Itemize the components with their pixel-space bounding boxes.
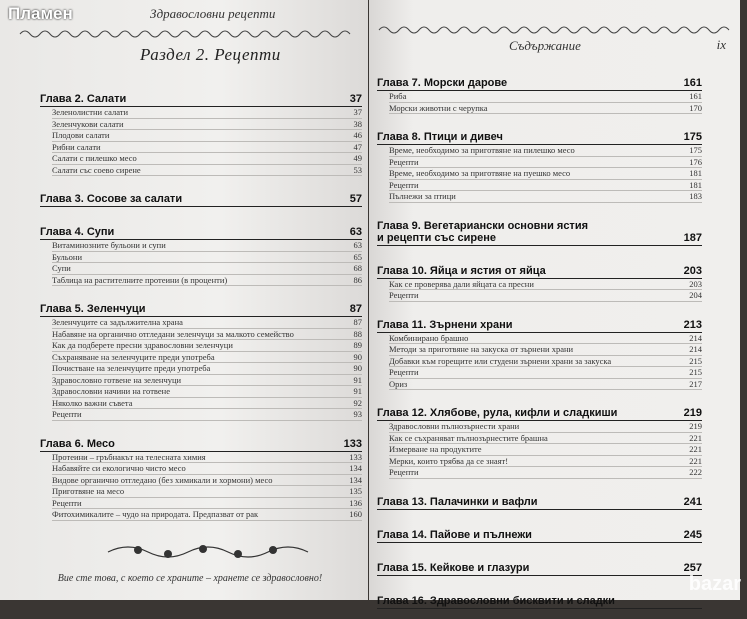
spacer	[377, 246, 702, 256]
entry-page: 176	[689, 156, 702, 167]
chapter-page: 37	[349, 93, 362, 105]
chapter-heading	[377, 319, 702, 333]
entry-page: 91	[353, 374, 362, 385]
entry-page: 175	[689, 145, 702, 155]
chapter-title: Глава 12. Хлябове, рула, кифли и сладкиши	[377, 407, 618, 419]
entry-title: Няколко важни съвета	[52, 397, 133, 408]
chapter-heading	[377, 407, 702, 421]
entry-title: Съхраняване на зеленчуците преди употреба	[52, 351, 215, 362]
chapter-heading	[377, 496, 702, 510]
spacer	[377, 203, 702, 211]
watermark-logo: bazar	[688, 573, 741, 595]
entry-page: 91	[353, 386, 362, 396]
chapter-title: Глава 8. Птици и дивеч	[377, 131, 503, 143]
toc-entry	[389, 180, 702, 192]
toc-entry	[389, 467, 702, 479]
entry-title: Набавяне на органично отгледани зеленчуци за малкото семейство	[52, 328, 294, 339]
running-head: Съдържание	[509, 38, 581, 53]
right-page	[369, 0, 740, 607]
chapter-title: Глава 11. Зърнени храни	[377, 318, 513, 331]
entry-title: Рецепти	[389, 367, 419, 377]
chapter-heading	[377, 220, 702, 246]
entry-title: Рецепти	[389, 156, 419, 167]
toc-entry	[389, 444, 702, 456]
toc-entry	[389, 290, 702, 302]
chapter-page: 203	[683, 264, 702, 277]
spacer	[40, 207, 362, 217]
toc-entry	[52, 398, 362, 410]
entry-title: Бульони	[52, 251, 83, 262]
spacer	[377, 390, 702, 398]
entry-page: 133	[349, 451, 362, 462]
footer-motto: Вие сте това, с което се храните – хранете се здравословно!	[57, 573, 323, 584]
chapter-page: 133	[343, 437, 362, 450]
toc-entry	[389, 456, 702, 468]
toc-entry	[389, 367, 702, 379]
toc-entry	[52, 275, 362, 287]
entry-page: 49	[353, 153, 362, 163]
entry-page: 92	[353, 397, 362, 408]
entry-page: 217	[689, 378, 702, 389]
chapter-page: 57	[349, 193, 362, 205]
entry-title: Риба	[389, 91, 407, 101]
toc-entry	[52, 240, 362, 252]
spacer	[377, 114, 702, 122]
spacer	[40, 421, 362, 429]
entry-title: Рецепти	[389, 467, 419, 477]
chapter-heading	[377, 77, 702, 91]
table-of-contents-right	[377, 68, 702, 619]
toc-entry	[52, 252, 362, 264]
toc-entry	[52, 363, 362, 375]
entry-page: 38	[353, 118, 362, 129]
entry-page: 221	[689, 432, 702, 443]
chapter-page: 245	[683, 528, 702, 541]
chapter-page: 219	[683, 407, 702, 419]
chapter-heading	[40, 438, 362, 452]
entry-page: 136	[349, 497, 362, 508]
left-page	[0, 0, 368, 600]
spacer	[377, 609, 702, 619]
chapter-heading	[377, 595, 702, 609]
spacer	[377, 302, 702, 310]
entry-title: Рецепти	[52, 497, 82, 508]
entry-page: 47	[353, 141, 362, 152]
toc-entry	[52, 386, 362, 398]
entry-title: Как се съхраняват пълнозърнестите брашна	[389, 432, 548, 443]
entry-title: Плодови салати	[52, 130, 110, 140]
entry-page: 222	[689, 467, 702, 477]
spacer	[40, 521, 362, 529]
toc-entry	[389, 168, 702, 180]
entry-title: Как се проверява дали яйцата са пресни	[389, 278, 534, 289]
toc-entry	[52, 352, 362, 364]
entry-title: Здравословни пълнозърнести храни	[389, 421, 520, 431]
entry-title: Пълнежи за птици	[389, 191, 456, 201]
entry-page: 53	[353, 164, 362, 175]
toc-entry	[52, 409, 362, 421]
chapter-title-line2	[377, 232, 702, 244]
toc-entry	[52, 263, 362, 275]
chapter-title: Глава 9. Вегетариански основни ястия	[377, 219, 589, 232]
chapter-title: Глава 7. Морски дарове	[377, 77, 508, 89]
toc-entry	[52, 317, 362, 329]
section-title: Раздел 2. Рецепти	[140, 45, 281, 64]
chapter-title: Глава 15. Кейкове и глазури	[377, 561, 530, 574]
entry-page: 215	[689, 367, 702, 377]
toc-entry	[389, 157, 702, 169]
entry-title: Витаминозните бульони и супи	[52, 240, 166, 250]
entry-page: 135	[349, 486, 362, 496]
entry-title: Време, необходимо за приготвяне на пилешко месо	[389, 145, 575, 155]
toc-entry	[52, 153, 362, 165]
entry-page: 134	[349, 474, 362, 485]
entry-title: Зеленолистни салати	[52, 107, 129, 117]
chapter-heading	[40, 93, 362, 107]
spacer	[377, 543, 702, 553]
entry-title: Ориз	[389, 378, 408, 389]
entry-title: Набавяйте си екологично чисто месо	[52, 463, 186, 473]
toc-entry	[389, 145, 702, 157]
spacer	[40, 286, 362, 294]
chapter-heading	[40, 226, 362, 240]
chapter-page: 87	[349, 303, 362, 315]
chapter-page: 63	[349, 226, 362, 238]
entry-title: Здравословно готвене на зеленчуци	[52, 374, 182, 385]
table-of-contents-left	[40, 84, 362, 529]
toc-entry	[52, 165, 362, 177]
chapter-page: 161	[683, 77, 702, 89]
entry-title: Приготвяне на месо	[52, 486, 125, 496]
entry-page: 90	[353, 363, 362, 373]
toc-entry	[52, 142, 362, 154]
toc-entry	[52, 107, 362, 119]
entry-title: Измерване на продуктите	[389, 444, 482, 454]
entry-page: 90	[353, 351, 362, 362]
entry-page: 170	[689, 102, 702, 113]
entry-title: Почистване на зеленчуците преди употреба	[52, 363, 211, 373]
entry-page: 37	[353, 107, 362, 117]
entry-page: 160	[349, 509, 362, 519]
chapter-page: 175	[683, 131, 702, 143]
vine-ornament	[108, 540, 308, 564]
entry-page: 68	[353, 263, 362, 273]
chapter-page: 241	[683, 495, 702, 508]
chapter-title: Глава 3. Сосове за салати	[40, 193, 183, 205]
entry-title: Таблица на растителните протеини (в проценти)	[52, 274, 228, 285]
entry-page: 219	[689, 421, 702, 431]
entry-page: 88	[353, 328, 362, 339]
entry-title: Зеленчуците са задължителна храна	[52, 317, 183, 327]
entry-page: 221	[689, 455, 702, 466]
entry-title: Рецепти	[389, 290, 419, 300]
entry-title: Салати със соево сирене	[52, 164, 141, 175]
entry-title: Добавки към горещите или студени зърнени храни за закуска	[389, 355, 612, 366]
chapter-title: Глава 5. Зеленчуци	[40, 303, 146, 315]
entry-page: 161	[689, 91, 702, 101]
chapter-heading	[377, 529, 702, 543]
entry-title: Време, необходимо за приготвяне на пуешко месо	[389, 168, 571, 178]
spacer	[377, 479, 702, 487]
chapter-title: Глава 2. Салати	[40, 93, 127, 105]
toc-entry	[52, 509, 362, 521]
chapter-title-cont: и рецепти със сирене	[377, 231, 497, 244]
entry-page: 86	[353, 274, 362, 285]
toc-entry	[389, 433, 702, 445]
toc-entry	[52, 475, 362, 487]
entry-title: Фитохимикалите – чудо на природата. Предпазват от рак	[52, 509, 259, 519]
toc-entry	[52, 452, 362, 464]
chapter-page: 213	[683, 318, 702, 331]
chapter-title: Глава 14. Пайове и пълнежи	[377, 528, 532, 541]
entry-title: Протеини – гръбнакът на телесната химия	[52, 451, 206, 462]
toc-entry	[52, 486, 362, 498]
entry-title: Видове органично отгледано (без химикали и хормони) месо	[52, 474, 273, 485]
entry-page: 63	[353, 240, 362, 250]
ornament-border	[20, 28, 350, 40]
toc-entry	[52, 340, 362, 352]
entry-title: Рецепти	[52, 409, 82, 419]
chapter-heading	[377, 131, 702, 145]
chapter-heading	[40, 303, 362, 317]
entry-page: 214	[689, 344, 702, 354]
toc-entry	[389, 421, 702, 433]
toc-entry	[52, 375, 362, 387]
chapter-page: 257	[683, 561, 702, 574]
entry-page: 215	[689, 355, 702, 366]
entry-page: 93	[353, 409, 362, 419]
entry-title: Мерки, които трябва да се знаят!	[389, 455, 509, 466]
ornament-border	[379, 24, 729, 36]
entry-title: Рецепти	[389, 179, 419, 190]
toc-entry	[389, 279, 702, 291]
entry-page: 183	[689, 191, 702, 201]
entry-page: 203	[689, 278, 702, 289]
entry-page: 214	[689, 332, 702, 343]
watermark-username: Пламен	[8, 4, 73, 23]
toc-entry	[389, 103, 702, 115]
spacer	[377, 510, 702, 520]
chapter-title: Глава 16. Здравословни бисквити и сладки	[377, 594, 615, 607]
chapter-title: Глава 4. Супи	[40, 226, 115, 238]
toc-entry	[389, 191, 702, 203]
toc-entry	[389, 379, 702, 391]
toc-entry	[52, 119, 362, 131]
entry-title: Методи за приготвяне на закуска от зърнени храни	[389, 344, 574, 354]
spacer	[377, 576, 702, 586]
chapter-title: Глава 10. Яйца и ястия от яйца	[377, 264, 546, 277]
toc-entry	[389, 333, 702, 345]
entry-title: Салати с пилешко месо	[52, 153, 137, 163]
toc-entry	[52, 498, 362, 510]
entry-title: Зеленчукови салати	[52, 118, 124, 129]
chapter-heading	[40, 193, 362, 207]
toc-entry	[389, 356, 702, 368]
entry-page: 65	[353, 251, 362, 262]
spacer	[40, 176, 362, 184]
entry-page: 46	[353, 130, 362, 140]
running-head: Здравословни рецепти	[150, 6, 276, 21]
chapter-heading	[377, 562, 702, 576]
page-number: ix	[716, 37, 726, 52]
entry-title: Супи	[52, 263, 71, 273]
entry-page: 181	[689, 168, 702, 178]
chapter-page: 187	[683, 231, 702, 244]
entry-title: Рибни салати	[52, 141, 101, 152]
entry-page: 134	[349, 463, 362, 473]
entry-title: Комбинирано брашно	[389, 332, 469, 343]
toc-entry	[389, 344, 702, 356]
entry-page: 87	[353, 317, 362, 327]
entry-page: 204	[689, 290, 702, 300]
toc-entry	[52, 329, 362, 341]
chapter-heading	[377, 265, 702, 279]
entry-title: Морски животни с черупка	[389, 102, 488, 113]
chapter-title: Глава 13. Палачинки и вафли	[377, 495, 538, 508]
entry-page: 221	[689, 444, 702, 454]
toc-entry	[52, 463, 362, 475]
toc-entry	[389, 91, 702, 103]
entry-page: 181	[689, 179, 702, 190]
toc-entry	[52, 130, 362, 142]
chapter-title: Глава 6. Месо	[40, 437, 115, 450]
entry-title: Как да подберете пресни здравословни зеленчуци	[52, 340, 233, 350]
entry-page: 89	[353, 340, 362, 350]
entry-title: Здравословни начини на готвене	[52, 386, 170, 396]
